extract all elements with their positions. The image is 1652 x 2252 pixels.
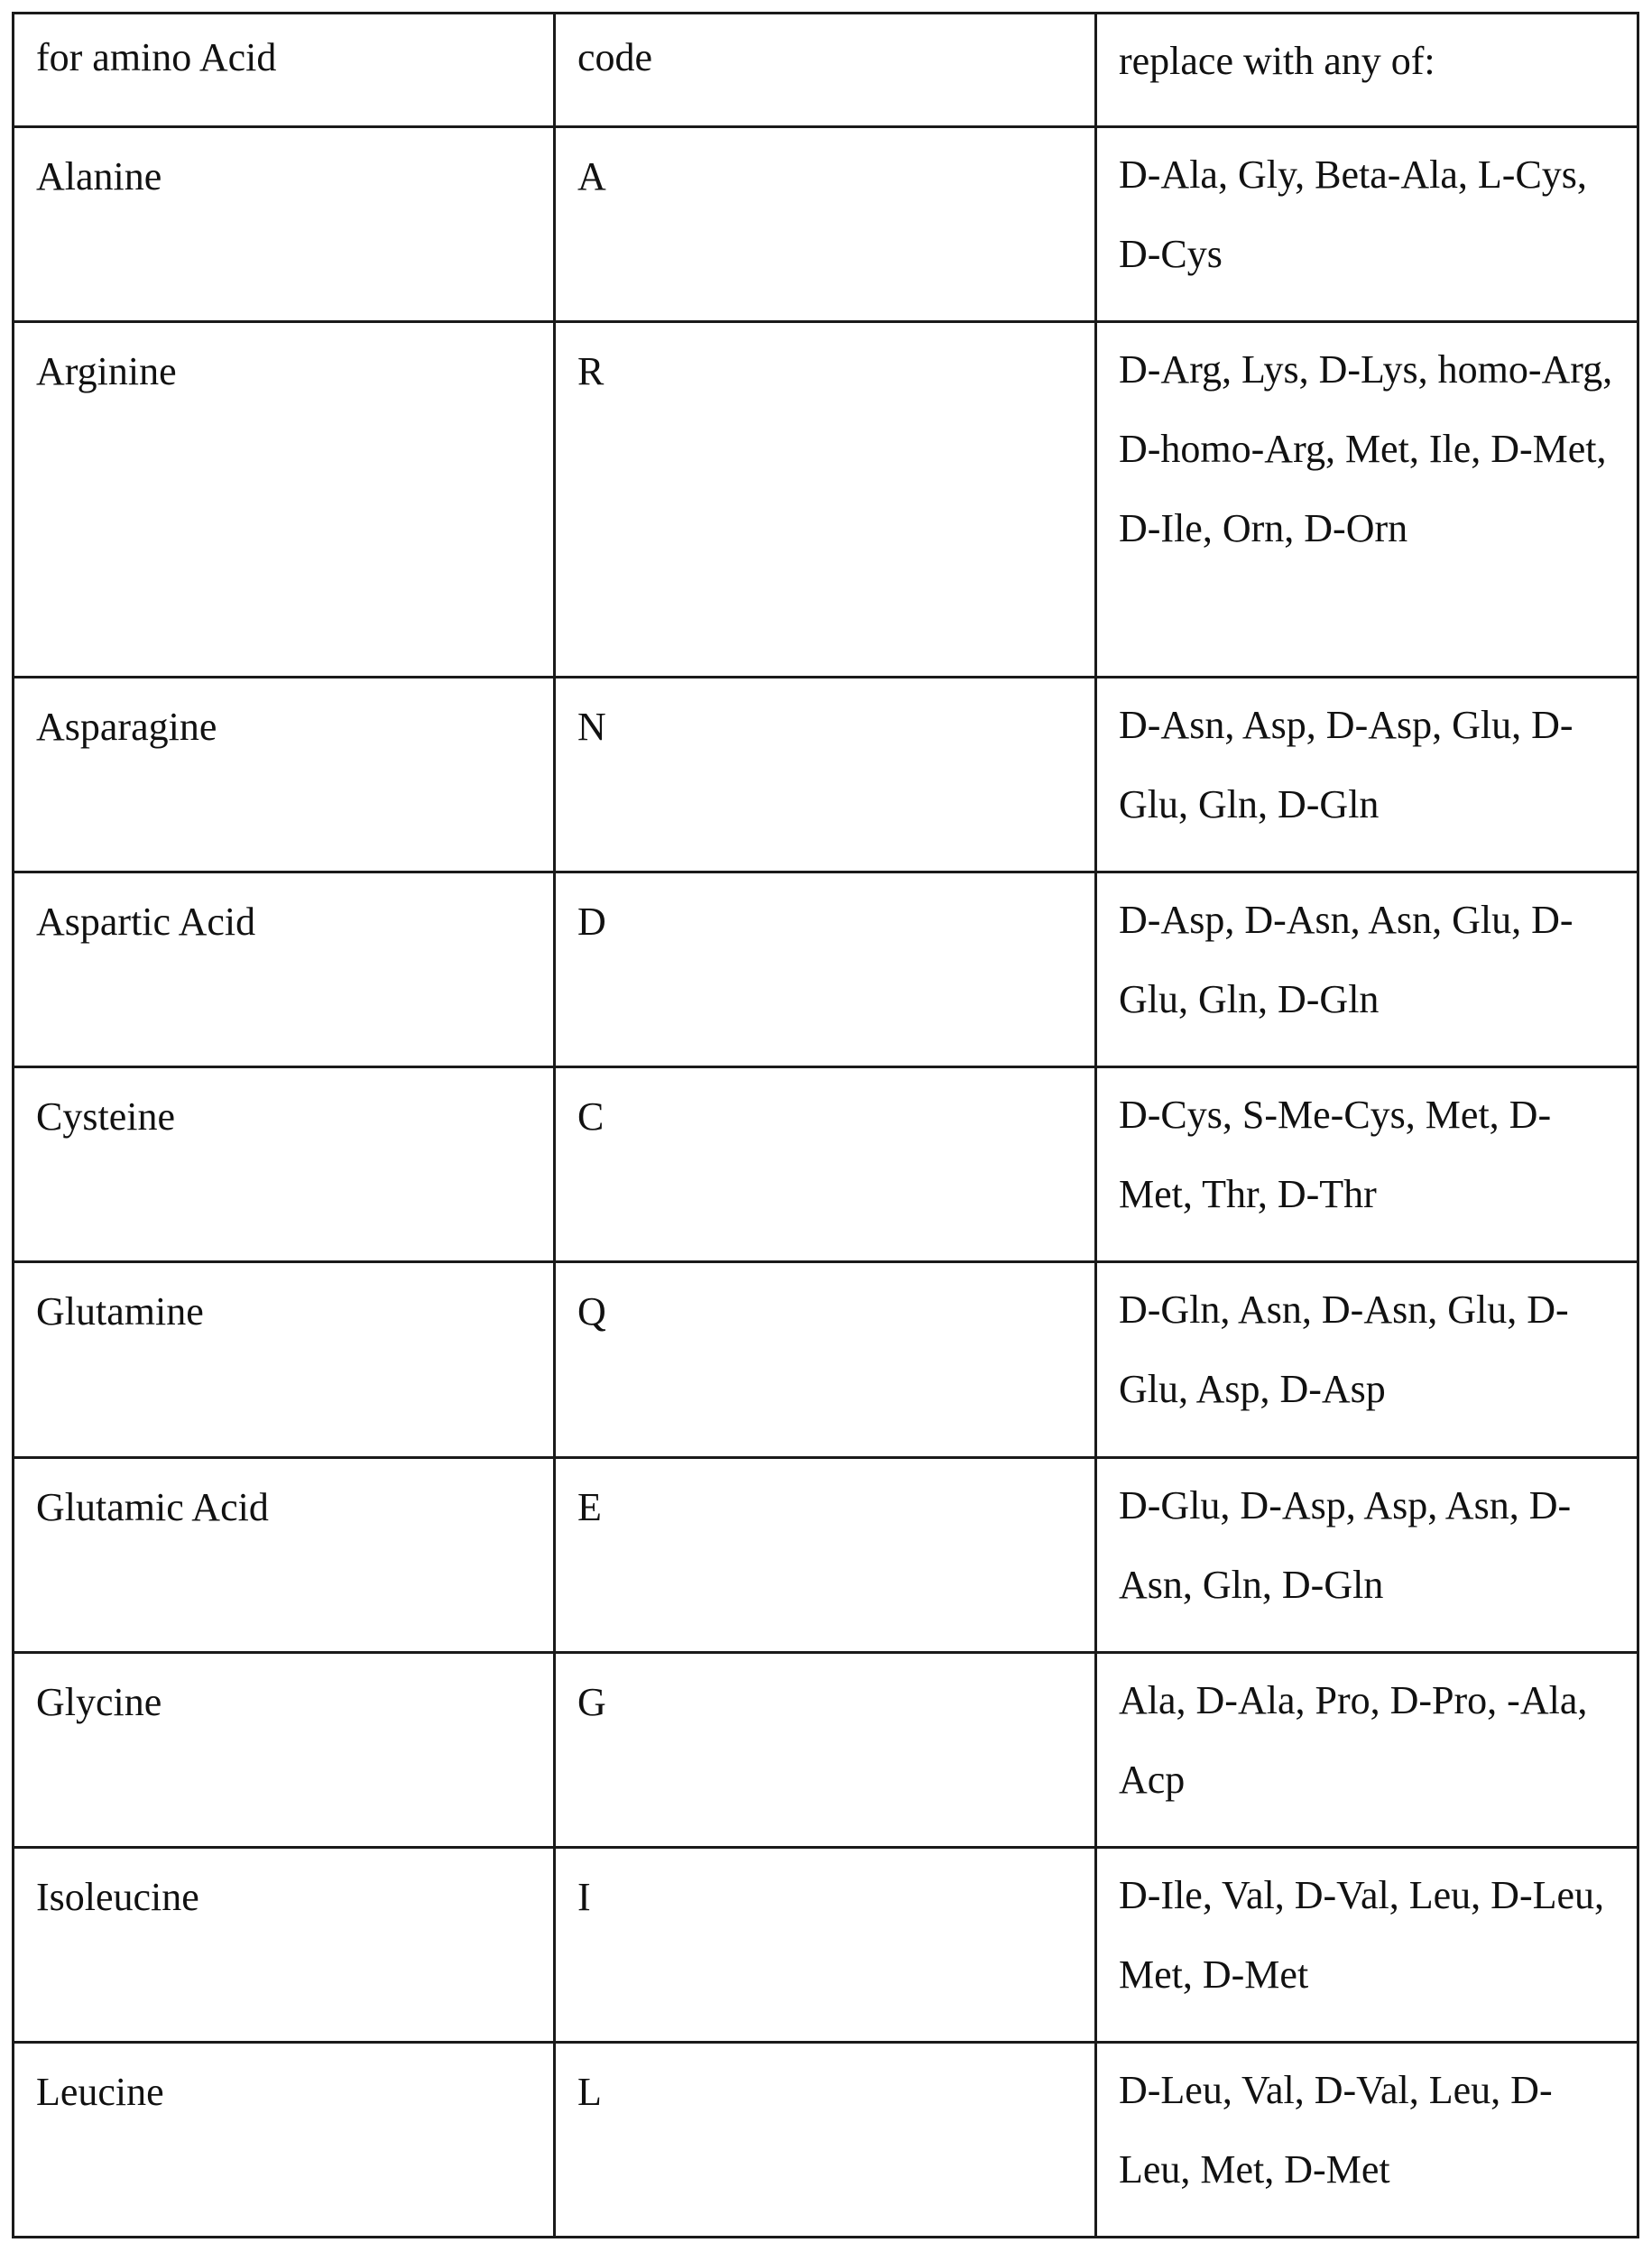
- amino-acid-name: Arginine: [14, 322, 555, 678]
- replacement-list: D-Cys, S-Me-Cys, Met, D-Met, Thr, D-Thr: [1096, 1067, 1638, 1262]
- amino-acid-code: D: [555, 872, 1096, 1067]
- replacement-list: D-Ala, Gly, Beta-Ala, L-Cys, D-Cys: [1096, 127, 1638, 322]
- amino-acid-code: E: [555, 1457, 1096, 1652]
- replacement-list: D-Asp, D-Asn, Asn, Glu, D-Glu, Gln, D-Gln: [1096, 872, 1638, 1067]
- amino-acid-name: Aspartic Acid: [14, 872, 555, 1067]
- amino-acid-substitution-table: [12, 12, 1639, 2238]
- header-replace-with: replace with any of:: [1096, 14, 1638, 127]
- amino-acid-name: Glutamine: [14, 1262, 555, 1457]
- table-row: [14, 872, 1638, 1067]
- header-code: code: [555, 14, 1096, 127]
- amino-acid-code: C: [555, 1067, 1096, 1262]
- table-row: [14, 678, 1638, 872]
- table-row: [14, 127, 1638, 322]
- amino-acid-code: I: [555, 1847, 1096, 2042]
- amino-acid-name: Cysteine: [14, 1067, 555, 1262]
- replacement-list: D-Arg, Lys, D-Lys, homo-Arg, D-homo-Arg, Met, Ile, D-Met, D-Ile, Orn, D-Orn: [1096, 322, 1638, 678]
- replacement-list: D-Asn, Asp, D-Asp, Glu, D-Glu, Gln, D-Gln: [1096, 678, 1638, 872]
- amino-acid-code: A: [555, 127, 1096, 322]
- substitution-table-container: [12, 12, 1637, 2238]
- table-row: [14, 2042, 1638, 2237]
- replacement-list: D-Leu, Val, D-Val, Leu, D-Leu, Met, D-Met: [1096, 2042, 1638, 2237]
- replacement-list: D-Gln, Asn, D-Asn, Glu, D-Glu, Asp, D-Asp: [1096, 1262, 1638, 1457]
- table-row: [14, 1457, 1638, 1652]
- amino-acid-name: Alanine: [14, 127, 555, 322]
- amino-acid-code: N: [555, 678, 1096, 872]
- amino-acid-code: R: [555, 322, 1096, 678]
- amino-acid-name: Glutamic Acid: [14, 1457, 555, 1652]
- table-row: [14, 1262, 1638, 1457]
- table-row: [14, 1067, 1638, 1262]
- amino-acid-name: Leucine: [14, 2042, 555, 2237]
- replacement-list: Ala, D-Ala, Pro, D-Pro, -Ala, Acp: [1096, 1652, 1638, 1847]
- amino-acid-code: L: [555, 2042, 1096, 2237]
- header-amino-acid: for amino Acid: [14, 14, 555, 127]
- amino-acid-name: Asparagine: [14, 678, 555, 872]
- table-row: [14, 322, 1638, 678]
- table-row: [14, 1847, 1638, 2042]
- amino-acid-code: G: [555, 1652, 1096, 1847]
- replacement-list: D-Glu, D-Asp, Asp, Asn, D-Asn, Gln, D-Gln: [1096, 1457, 1638, 1652]
- amino-acid-name: Glycine: [14, 1652, 555, 1847]
- table-row: [14, 1652, 1638, 1847]
- amino-acid-name: Isoleucine: [14, 1847, 555, 2042]
- table-header-row: [14, 14, 1638, 127]
- amino-acid-code: Q: [555, 1262, 1096, 1457]
- replacement-list: D-Ile, Val, D-Val, Leu, D-Leu, Met, D-Met: [1096, 1847, 1638, 2042]
